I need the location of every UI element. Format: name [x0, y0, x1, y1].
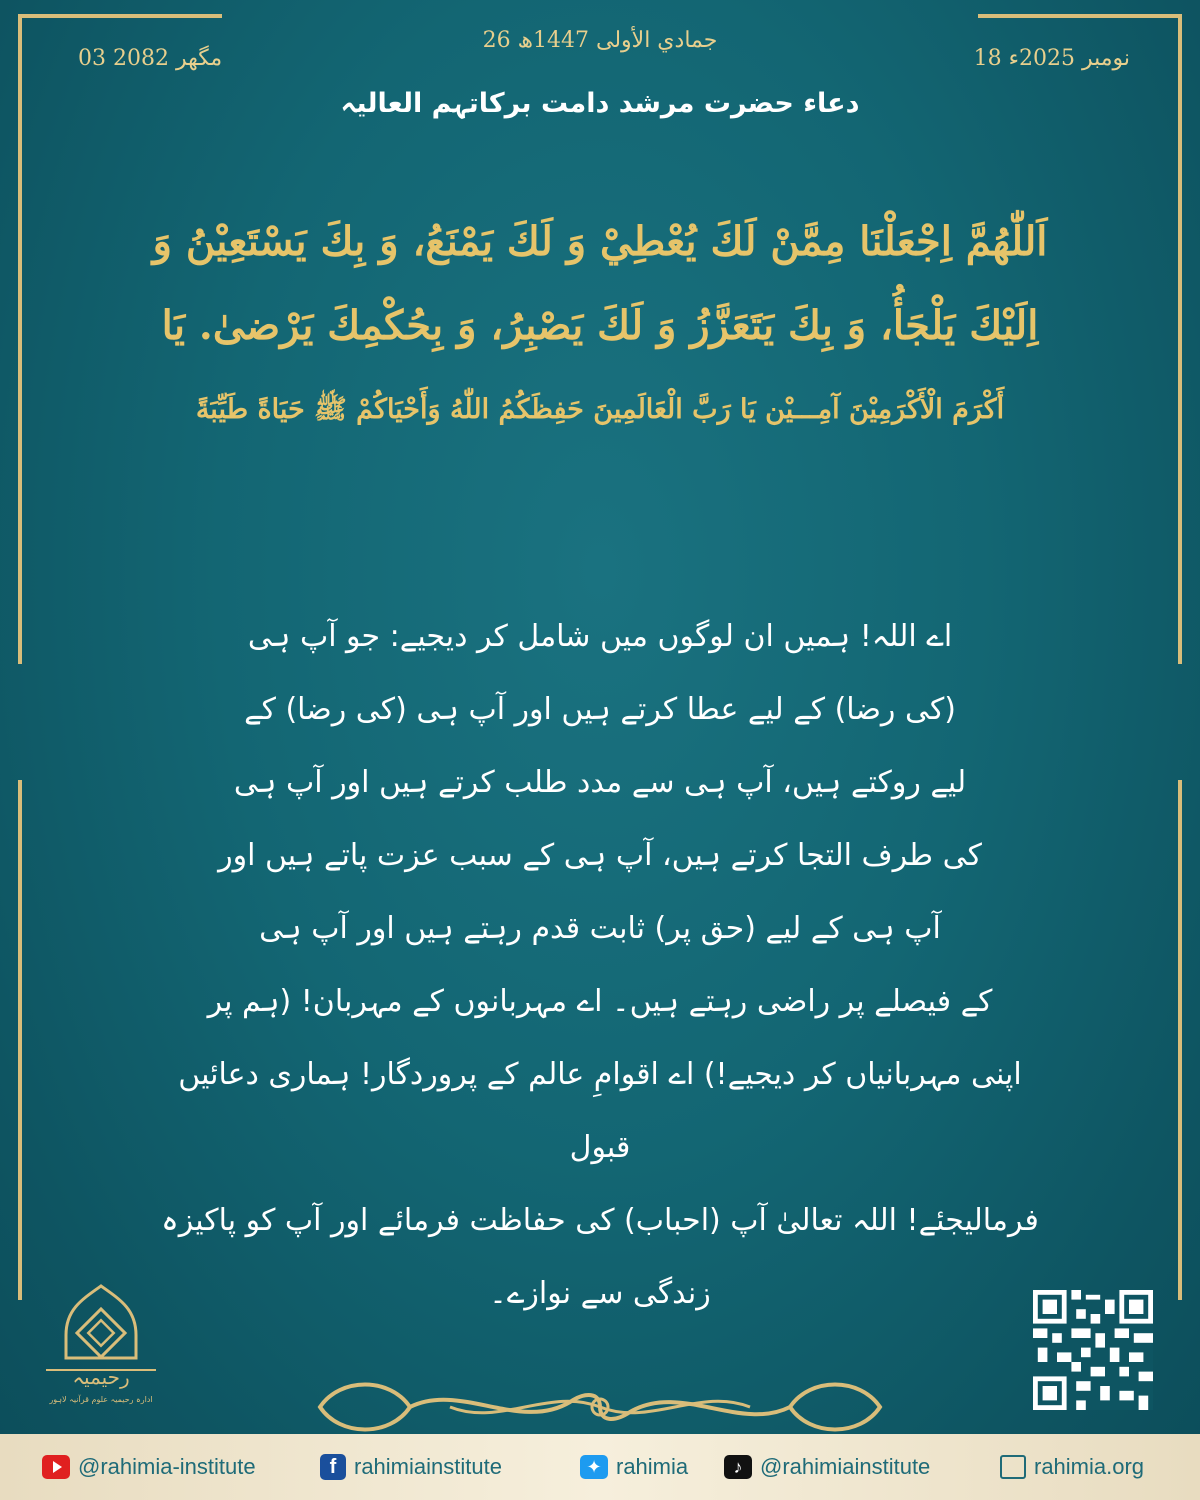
logo-caption: ادارہ رحیمیہ علوم قرآنیہ لاہور [49, 1395, 153, 1404]
facebook-handle: rahimiainstitute [354, 1454, 502, 1479]
arabic-dua [70, 200, 1130, 452]
youtube-icon [42, 1455, 70, 1479]
gregorian-date: 18 نومبر 2025ء [973, 46, 1130, 71]
urdu-line-1: اے اللہ! ہمیں ان لوگوں میں شامل کر دیجیے: جو آپ ہی [247, 619, 953, 654]
gold-ornament [300, 1372, 900, 1442]
social-footer [0, 1434, 1200, 1500]
frame-right-lower [1178, 780, 1182, 1300]
urdu-line-5: آپ ہی کے لیے (حق پر) ثابت قدم رہتے ہیں اور آپ ہی [259, 911, 941, 946]
tiktok-handle: @rahimiainstitute [760, 1454, 931, 1479]
qr-code[interactable] [1033, 1290, 1153, 1410]
youtube-link[interactable] [42, 1454, 256, 1480]
date-row [0, 28, 1200, 76]
urdu-line-3: لیے روکتے ہیں، آپ ہی سے مدد طلب کرتے ہیں اور آپ ہی [233, 765, 967, 800]
page-subtitle: دعاء حضرت مرشد دامت برکاتہم العالیہ [340, 88, 860, 119]
tiktok-link[interactable] [724, 1454, 930, 1480]
twitter-link[interactable] [580, 1454, 688, 1480]
website-icon [1000, 1455, 1026, 1479]
urdu-translation [160, 600, 1040, 1330]
logo-name: رحیمیہ [72, 1365, 130, 1389]
arabic-dua-line-1: اَللّٰهُمَّ اِجْعَلْنَا مِمَّنْ لَكَ يُعْطِيْ وَ لَكَ يَمْنَعُ، وَ بِكَ يَسْتَعِيْنُ وَ [152, 218, 1048, 265]
frame-left-lower [18, 780, 22, 1300]
institute-logo [36, 1280, 166, 1410]
tiktok-icon: ♪ [724, 1455, 752, 1479]
facebook-link[interactable] [320, 1454, 502, 1480]
youtube-handle: @rahimia-institute [78, 1454, 256, 1479]
hijri-date: 26 جمادي الأولى 1447ھ [482, 28, 718, 53]
urdu-line-4: کی طرف التجا کرتے ہیں، آپ ہی کے سبب عزت پاتے ہیں اور [218, 838, 982, 873]
arabic-dua-line-2: اِلَيْكَ يَلْجَأُ، وَ بِكَ يَتَعَزَّزُ وَ لَكَ يَصْبِرُ، وَ بِحُكْمِكَ يَرْضىٰ. يَا [161, 302, 1039, 349]
facebook-icon: f [320, 1454, 346, 1480]
website-url: rahimia.org [1034, 1454, 1145, 1479]
twitter-handle: rahimia [616, 1454, 689, 1479]
twitter-icon: ✦ [580, 1455, 608, 1479]
arabic-dua-line-3: أَكْرَمَ الْأَكْرَمِيْنَ آمِـــيْن يَا رَبَّ الْعَالَمِينَ حَفِظَكُمُ اللّٰهُ وَأَحْيَاكُمْ ﷺ حَيَاةً طَيِّبَةً [195, 394, 1005, 425]
urdu-line-9: زندگی سے نوازے۔ [489, 1276, 711, 1311]
urdu-line-6: کے فیصلے پر راضی رہتے ہیں۔ اے مہربانوں کے مہربان! (ہم پر [207, 984, 993, 1019]
bikrami-date: 03 مگھر 2082 [78, 46, 223, 71]
website-link[interactable] [1000, 1454, 1144, 1480]
urdu-line-7: اپنی مہربانیاں کر دیجیے!) اے اقوامِ عالم کے پروردگار! ہماری دعائیں قبول [178, 1057, 1022, 1165]
urdu-line-2: (کی رضا) کے لیے عطا کرتے ہیں اور آپ ہی (کی رضا) کے [244, 692, 956, 727]
urdu-line-8: فرمالیجئے! اللہ تعالیٰ آپ (احباب) کی حفاظت فرمائے اور آپ کو پاکیزہ [161, 1203, 1039, 1238]
